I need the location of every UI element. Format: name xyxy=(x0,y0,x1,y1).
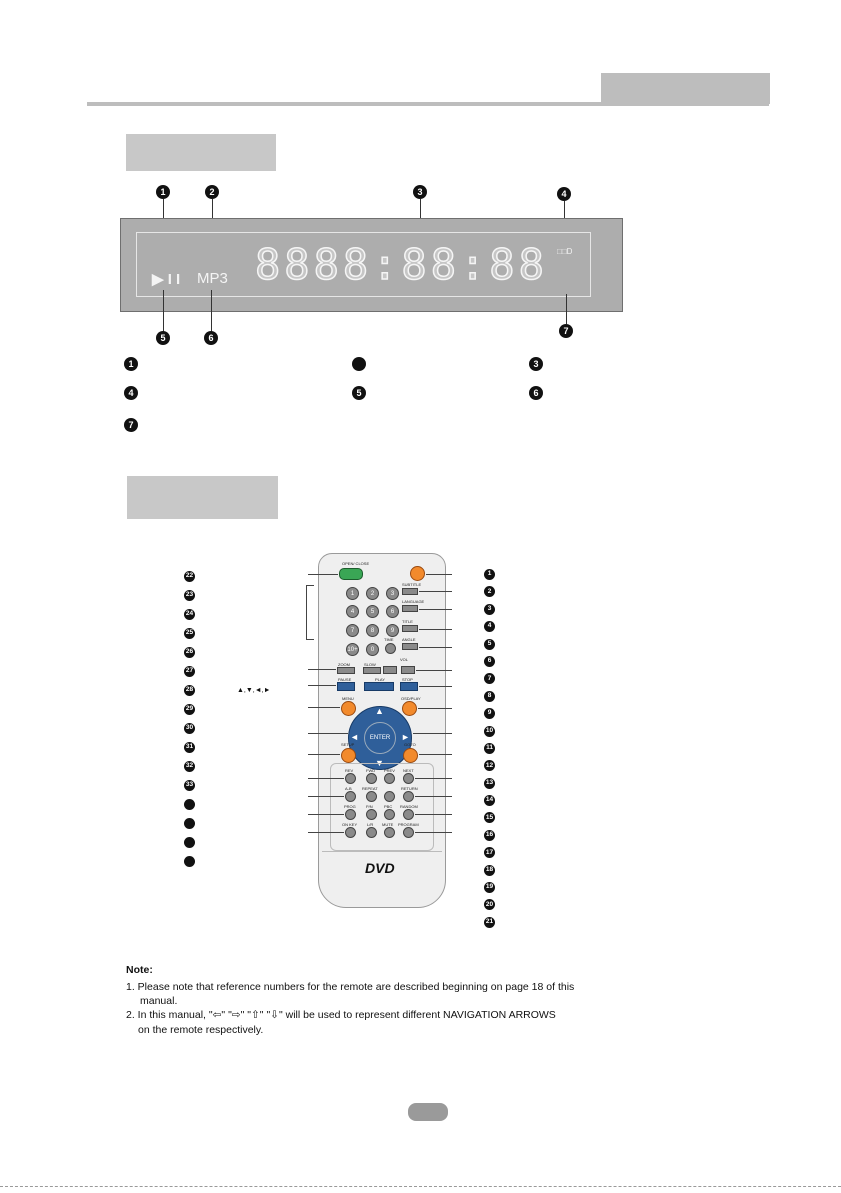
left-number: 23 xyxy=(184,590,195,601)
setup-label: SETUP xyxy=(341,742,355,747)
note-line-2-suffix: " will be used to represent different NAVIGATION ARROWS xyxy=(278,1009,556,1021)
right-number: 10 xyxy=(484,726,495,737)
prog-button[interactable] xyxy=(345,809,356,820)
numpad-bracket xyxy=(306,585,314,640)
digit-8-button[interactable]: 8 xyxy=(366,624,379,637)
right-number: 18 xyxy=(484,865,495,876)
note-line-1: 1. Please note that reference numbers for the remote are described beginning on page 18 of this xyxy=(126,981,575,993)
setup-button[interactable] xyxy=(341,748,356,763)
left-number: 32 xyxy=(184,761,195,772)
left-number: 33 xyxy=(184,780,195,791)
right-number: 14 xyxy=(484,795,495,806)
legend-3: 3 xyxy=(529,357,543,371)
left-number: 24 xyxy=(184,609,195,620)
callout-7-leader xyxy=(566,294,567,324)
leader-line xyxy=(419,629,452,630)
osd-button[interactable] xyxy=(402,701,417,716)
leader-line xyxy=(419,647,452,648)
callout-7: 7 xyxy=(559,324,573,338)
left-number: 30 xyxy=(184,723,195,734)
callout-6: 6 xyxy=(204,331,218,345)
arrow-keys-note: ▲,▼,◄,► xyxy=(237,687,271,694)
pbc-label: PBC xyxy=(384,804,393,809)
play-button[interactable] xyxy=(364,682,394,691)
leader-line xyxy=(416,670,452,671)
note-line-2 xyxy=(126,1009,556,1022)
note-line-2-cont: on the remote respectively. xyxy=(138,1024,264,1036)
leader-line xyxy=(418,708,452,709)
mid-button[interactable] xyxy=(384,791,395,802)
digit-0-button[interactable]: 0 xyxy=(366,643,379,656)
note-sep: " " xyxy=(259,1009,271,1021)
right-number: 12 xyxy=(484,760,495,771)
random-label: RANDOM xyxy=(400,804,418,809)
nav-down-icon[interactable]: ▼ xyxy=(375,758,384,768)
note-line-1-cont: manual. xyxy=(140,995,178,1007)
random-button[interactable] xyxy=(403,809,414,820)
pause-button[interactable] xyxy=(337,682,355,691)
left-number xyxy=(184,856,195,867)
right-number: 7 xyxy=(484,673,495,684)
leader-line xyxy=(308,832,344,833)
leader-line xyxy=(415,778,452,779)
page-number-tab xyxy=(408,1103,448,1121)
arrow-left-icon: ⇦ xyxy=(212,1009,222,1021)
stop-label: STOP xyxy=(402,677,413,682)
leader-line xyxy=(419,754,452,755)
legend-4: 4 xyxy=(124,386,138,400)
header-rule xyxy=(87,102,769,106)
legend-2 xyxy=(352,357,366,371)
leader-line xyxy=(308,778,344,779)
left-number: 29 xyxy=(184,704,195,715)
digit-5-button[interactable]: 5 xyxy=(366,605,379,618)
vol-label: VOL xyxy=(400,657,409,662)
callout-6-leader xyxy=(211,290,212,332)
mute-label: MUTE xyxy=(382,822,394,827)
left-number: 31 xyxy=(184,742,195,753)
angle-button[interactable] xyxy=(402,643,418,650)
language-button[interactable] xyxy=(402,605,418,612)
leader-line xyxy=(419,609,452,610)
right-number-list xyxy=(484,569,495,934)
left-number xyxy=(184,837,195,848)
pause-label: PAUSE xyxy=(338,677,352,682)
zoom-label: ZOOM xyxy=(338,662,350,667)
section-tab-display xyxy=(126,134,276,171)
callout-5-leader xyxy=(163,290,164,332)
leader-line xyxy=(415,796,452,797)
right-number: 17 xyxy=(484,847,495,858)
left-number-list xyxy=(184,571,195,875)
prog-label: PROG xyxy=(344,804,356,809)
note-sep: " " xyxy=(221,1009,232,1021)
leader-line xyxy=(308,707,340,708)
leader-line xyxy=(415,814,452,815)
return-button[interactable] xyxy=(403,791,414,802)
open-close-button[interactable] xyxy=(339,568,363,580)
program-button[interactable] xyxy=(403,827,414,838)
leader-line xyxy=(419,591,452,592)
right-number: 8 xyxy=(484,691,495,702)
right-number: 1 xyxy=(484,569,495,580)
channel-indicator: □□D xyxy=(557,247,573,256)
callout-5: 5 xyxy=(156,331,170,345)
callout-3: 3 xyxy=(413,185,427,199)
left-number: 28 xyxy=(184,685,195,696)
menu-label: MENU xyxy=(342,696,354,701)
note-sep: " " xyxy=(240,1009,251,1021)
digit-7-button[interactable]: 7 xyxy=(346,624,359,637)
digit-9-button[interactable]: 9 xyxy=(386,624,399,637)
ab-button[interactable] xyxy=(345,791,356,802)
slow-label: SLOW xyxy=(364,662,376,667)
right-number: 6 xyxy=(484,656,495,667)
lr-label: L/R xyxy=(367,822,374,827)
leader-line xyxy=(308,754,340,755)
stop-button[interactable] xyxy=(400,682,418,691)
leader-line xyxy=(426,574,452,575)
legend-1: 1 xyxy=(124,357,138,371)
lr-button[interactable] xyxy=(366,827,377,838)
legend-5: 5 xyxy=(352,386,366,400)
leader-line xyxy=(308,733,348,734)
goto-button[interactable] xyxy=(403,748,418,763)
prev-button[interactable] xyxy=(384,773,395,784)
digit-6-button[interactable]: 6 xyxy=(386,605,399,618)
left-number: 25 xyxy=(184,628,195,639)
volume-down-button[interactable] xyxy=(383,666,397,674)
mute-button[interactable] xyxy=(384,827,395,838)
menu-button[interactable] xyxy=(341,701,356,716)
section-tab-remote xyxy=(127,476,278,519)
fwd-button[interactable] xyxy=(366,773,377,784)
leader-line xyxy=(308,685,336,686)
repeat-button[interactable] xyxy=(366,791,377,802)
right-number: 19 xyxy=(484,882,495,893)
right-number: 5 xyxy=(484,639,495,650)
pbc-button[interactable] xyxy=(384,809,395,820)
digit-2-button[interactable]: 2 xyxy=(366,587,379,600)
nav-left-icon[interactable]: ◄ xyxy=(350,732,359,742)
dvd-logo: DVD xyxy=(365,860,395,876)
leader-line xyxy=(308,669,336,670)
right-number: 13 xyxy=(484,778,495,789)
rev-label: REV xyxy=(345,768,354,773)
mp3-indicator: MP3 xyxy=(197,270,228,287)
leader-line xyxy=(308,814,344,815)
note-heading: Note: xyxy=(126,964,153,976)
left-number xyxy=(184,799,195,810)
pn-label: P/N xyxy=(366,804,373,809)
arrow-up-icon: ⇧ xyxy=(250,1009,260,1021)
leader-line xyxy=(413,733,452,734)
nav-right-icon[interactable]: ► xyxy=(401,732,410,742)
ab-label: A-B xyxy=(345,786,352,791)
digit-1-button[interactable]: 1 xyxy=(346,587,359,600)
right-number: 21 xyxy=(484,917,495,928)
title-label: TITLE xyxy=(402,619,413,624)
language-label: LANGUAGE xyxy=(402,599,425,604)
right-number: 20 xyxy=(484,899,495,910)
open-close-label: OPEN/ CLOSE xyxy=(342,561,370,566)
leader-line xyxy=(415,832,452,833)
play-pause-indicator: ▶ I I xyxy=(152,271,181,288)
right-number: 11 xyxy=(484,743,495,754)
program-label: PROGRAM xyxy=(398,822,419,827)
next-button[interactable] xyxy=(403,773,414,784)
left-number: 22 xyxy=(184,571,195,582)
power-button[interactable] xyxy=(410,566,425,581)
right-number: 9 xyxy=(484,708,495,719)
prev-label: PREV xyxy=(384,768,395,773)
osd-label: OSD/PLAY xyxy=(401,696,421,701)
play-label: PLAY xyxy=(375,677,385,682)
enter-button[interactable]: ENTER xyxy=(364,722,396,754)
rev-button[interactable] xyxy=(345,773,356,784)
right-number: 3 xyxy=(484,604,495,615)
left-number xyxy=(184,818,195,829)
crop-line xyxy=(0,1186,841,1188)
callout-1: 1 xyxy=(156,185,170,199)
pn-button[interactable] xyxy=(366,809,377,820)
digit-10plus-button[interactable]: 10+ xyxy=(346,643,359,656)
time-readout: 8888:88:88 xyxy=(255,240,548,289)
callout-4: 4 xyxy=(557,187,571,201)
arrow-right-icon: ⇨ xyxy=(231,1009,241,1021)
leader-line xyxy=(308,796,344,797)
leader-line xyxy=(308,574,338,575)
left-number: 27 xyxy=(184,666,195,677)
callout-2: 2 xyxy=(205,185,219,199)
angle-label: ANGLE xyxy=(402,637,416,642)
volume-up-button[interactable] xyxy=(401,666,415,674)
nav-up-icon[interactable]: ▲ xyxy=(375,706,384,716)
fwd-label: FWD xyxy=(366,768,376,773)
digit-4-button[interactable]: 4 xyxy=(346,605,359,618)
repeat-label: REPEAT xyxy=(362,786,378,791)
subtitle-button[interactable] xyxy=(402,588,418,595)
next-label: NEXT xyxy=(403,768,414,773)
time-label: TIME xyxy=(384,637,394,642)
digit-3-button[interactable]: 3 xyxy=(386,587,399,600)
right-number: 4 xyxy=(484,621,495,632)
title-button[interactable] xyxy=(402,625,418,632)
header-tab xyxy=(601,73,770,104)
right-number: 2 xyxy=(484,586,495,597)
note-line-2-prefix: 2. In this manual, " xyxy=(126,1009,213,1021)
left-number: 26 xyxy=(184,647,195,658)
zoom-button[interactable] xyxy=(337,667,355,674)
legend-7: 7 xyxy=(124,418,138,432)
onkey-button[interactable] xyxy=(345,827,356,838)
time-button[interactable] xyxy=(385,643,396,654)
onkey-label: ON KEY xyxy=(342,822,358,827)
subtitle-label: SUBTITLE xyxy=(402,582,422,587)
right-number: 16 xyxy=(484,830,495,841)
slow-button[interactable] xyxy=(363,667,381,674)
goto-label: GOTO xyxy=(404,742,416,747)
legend-6: 6 xyxy=(529,386,543,400)
return-label: RETURN xyxy=(401,786,418,791)
leader-line xyxy=(419,686,452,687)
arrow-down-icon: ⇩ xyxy=(270,1009,279,1021)
right-number: 15 xyxy=(484,812,495,823)
